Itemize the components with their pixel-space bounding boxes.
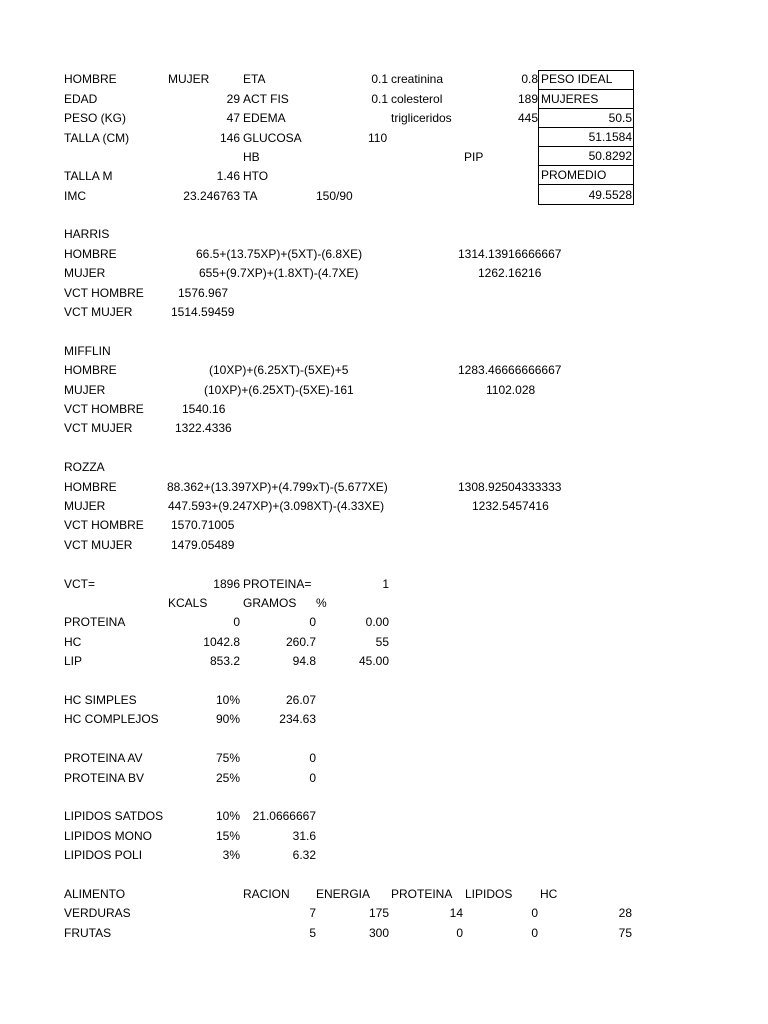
glucosa-value: 110 [368,131,388,145]
harris-mujer-label: MUJER [64,266,106,280]
proteina-row-label: PROTEINA AV [64,751,143,765]
macro-row-label: LIP [64,654,83,668]
proteina-row-value: 0 [309,771,316,785]
rozza-mujer-formula: 447.593+(9.247XP)+(3.098XT)-(4.33XE) [168,499,385,513]
talla-value: 146 [219,131,240,145]
alimento-hc: 75 [618,926,632,940]
lipidos-row-label: LIPIDOS SATDOS [64,809,164,823]
proteina-header: PROTEINA [391,887,453,901]
macro-row-gramos: 94.8 [292,654,316,668]
kcals-header: KCALS [168,596,208,610]
harris-mujer-formula: 655+(9.7XP)+(1.8XT)-(4.7XE) [199,266,359,280]
lipidos-row-value: 21.0666667 [252,809,316,823]
edad-value: 29 [226,92,240,106]
rozza-title: ROZZA [64,460,105,474]
alimento-racion: 5 [309,926,316,940]
creatinina-value: 0.1 [371,72,388,86]
pct-header: % [316,596,327,610]
peso-value: 47 [226,111,240,125]
edema-label: EDEMA [243,111,286,125]
macro-row-label: PROTEINA [64,615,126,629]
talla-m-label: TALLA M [64,169,113,183]
hb-label: HB [243,150,260,164]
harris-vct-mujer: 1514.59459 [171,305,235,319]
alimento-name: VERDURAS [64,906,131,920]
hombre-header: HOMBRE [64,72,117,86]
macro-row-kcals: 1042.8 [203,635,240,649]
mifflin-vct-mujer-label: VCT MUJER [64,421,133,435]
alimento-energia: 175 [368,906,389,920]
hc-row-pct: 90% [215,712,240,726]
edad-label: EDAD [64,92,98,106]
alimento-proteina: 0 [456,926,463,940]
hc-header: HC [540,887,558,901]
alimento-energia: 300 [368,926,389,940]
rozza-vct-mujer-label: VCT MUJER [64,538,133,552]
colesterol-value: 0.1 [371,92,388,106]
act-fis-label: ACT FIS [243,92,289,106]
creatinina-ref: 0.8 [521,72,538,86]
hc-row-value: 26.07 [285,693,316,707]
alimento-proteina: 14 [449,906,463,920]
peso-ideal-v2: 51.1584 [588,130,632,144]
mujeres-label: MUJERES [541,92,599,106]
mifflin-hombre-formula: (10XP)+(6.25XT)-(5XE)+5 [209,363,349,377]
alimento-lipidos: 0 [531,906,538,920]
macro-row-pct: 0.00 [365,615,389,629]
hc-row-label: HC COMPLEJOS [64,712,159,726]
alimento-lipidos: 0 [531,926,538,940]
harris-hombre-label: HOMBRE [64,247,117,261]
energia-header: ENERGIA [316,887,371,901]
vct-proteina-value: 1 [382,577,389,591]
macro-row-pct: 45.00 [358,654,389,668]
lipidos-row-value: 31.6 [292,829,316,843]
glucosa-label: GLUCOSA [243,131,302,145]
peso-ideal-v4: 49.5528 [588,188,632,202]
proteina-row-pct: 25% [215,771,240,785]
macro-row-label: HC [64,635,82,649]
proteina-row-label: PROTEINA BV [64,771,145,785]
imc-value: 23.246763 [183,189,240,203]
mifflin-vct-mujer: 1322.4336 [175,421,232,435]
ta-label: TA [243,189,258,203]
racion-header: RACION [243,887,290,901]
imc-label: IMC [64,189,86,203]
lipidos-row-label: LIPIDOS POLI [64,848,143,862]
gramos-header: GRAMOS [243,596,297,610]
rozza-hombre-formula: 88.362+(13.397XP)+(4.799xT)-(5.677XE) [167,480,388,494]
harris-vct-mujer-label: VCT MUJER [64,305,133,319]
harris-hombre-value: 1314.13916666667 [458,247,562,261]
lipidos-header: LIPIDOS [465,887,513,901]
ta-value: 150/90 [316,189,353,203]
vct-proteina-label: PROTEINA= [243,577,312,591]
macro-row-kcals: 853.2 [209,654,240,668]
alimento-header: ALIMENTO [64,887,126,901]
hc-row-pct: 10% [215,693,240,707]
mifflin-hombre-label: HOMBRE [64,363,117,377]
rozza-mujer-label: MUJER [64,499,106,513]
rozza-vct-hombre: 1570.71005 [171,518,235,532]
macro-row-kcals: 0 [233,615,240,629]
eta-label: ETA [243,72,266,86]
proteina-row-pct: 75% [215,751,240,765]
mifflin-mujer-value: 1102.028 [486,383,536,397]
rozza-mujer-value: 1232.5457416 [472,499,549,513]
macro-row-pct: 55 [375,635,389,649]
rozza-vct-hombre-label: VCT HOMBRE [64,518,144,532]
pip-label: PIP [464,150,484,164]
macro-row-gramos: 0 [309,615,316,629]
peso-label: PESO (KG) [64,111,127,125]
colesterol-label: colesterol [391,92,443,106]
mifflin-mujer-label: MUJER [64,383,106,397]
alimento-name: FRUTAS [64,926,112,940]
harris-title: HARRIS [64,227,110,241]
lipidos-row-pct: 15% [215,829,240,843]
hc-row-value: 234.63 [279,712,316,726]
talla-label: TALLA (CM) [64,131,130,145]
colesterol-ref: 189 [517,92,538,106]
talla-m-value: 1.46 [216,169,240,183]
alimento-hc: 28 [618,906,632,920]
vct-value: 1896 [213,577,240,591]
creatinina-label: creatinina [391,72,444,86]
peso-ideal-title: PESO IDEAL [541,72,613,86]
harris-vct-hombre-label: VCT HOMBRE [64,286,144,300]
lipidos-row-value: 6.32 [292,848,316,862]
harris-mujer-value: 1262.16216 [478,266,542,280]
mujer-header: MUJER [168,72,210,86]
mifflin-title: MIFFLIN [64,344,111,358]
lipidos-row-pct: 10% [215,809,240,823]
harris-hombre-formula: 66.5+(13.75XP)+(5XT)-(6.8XE) [196,247,363,261]
harris-vct-hombre: 1576.967 [178,286,229,300]
lipidos-row-pct: 3% [222,848,240,862]
trigliceridos-label: trigliceridos [391,111,452,125]
peso-ideal-v1: 50.5 [608,111,632,125]
vct-label: VCT= [64,577,96,591]
lipidos-row-label: LIPIDOS MONO [64,829,153,843]
rozza-hombre-value: 1308.92504333333 [458,480,562,494]
mifflin-vct-hombre: 1540.16 [182,402,226,416]
mifflin-hombre-value: 1283.46666666667 [458,363,562,377]
hc-row-label: HC SIMPLES [64,693,137,707]
trigliceridos-value: 445 [517,111,538,125]
macro-row-gramos: 260.7 [285,635,316,649]
mifflin-mujer-formula: (10XP)+(6.25XT)-(5XE)-161 [204,383,354,397]
alimento-racion: 7 [309,906,316,920]
hto-label: HTO [243,169,269,183]
proteina-row-value: 0 [309,751,316,765]
rozza-vct-mujer: 1479.05489 [171,538,235,552]
rozza-hombre-label: HOMBRE [64,480,117,494]
peso-ideal-v3: 50.8292 [588,149,632,163]
promedio-label: PROMEDIO [541,168,607,182]
mifflin-vct-hombre-label: VCT HOMBRE [64,402,144,416]
